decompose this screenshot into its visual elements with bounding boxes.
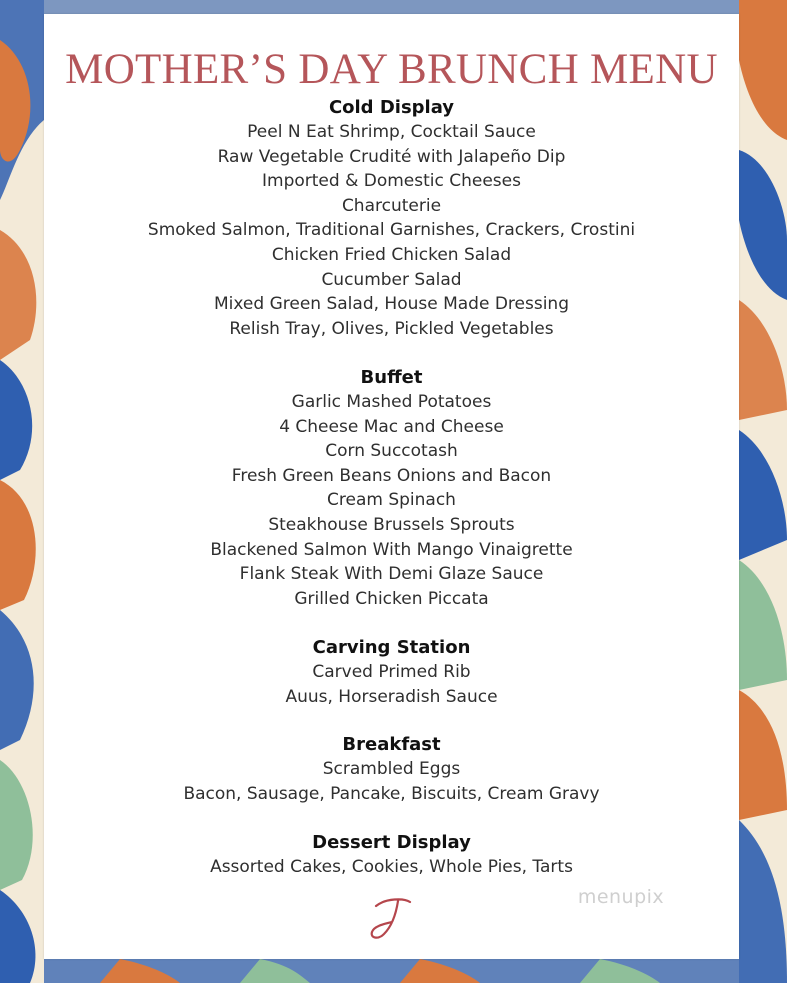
menu-item: Smoked Salmon, Traditional Garnishes, Crackers, Crostini bbox=[147, 220, 636, 241]
restaurant-logo-icon bbox=[362, 892, 422, 942]
menu-item: Assorted Cakes, Cookies, Whole Pies, Tarts bbox=[210, 857, 573, 877]
menu-item: Blackened Salmon With Mango Vinaigrette bbox=[210, 539, 573, 560]
menu-item: Chicken Fried Chicken Salad bbox=[271, 244, 512, 265]
menu-item: Fresh Green Beans Onions and Bacon bbox=[231, 465, 552, 486]
section-heading: Dessert Display bbox=[312, 832, 471, 853]
menu-item: Charcuterie bbox=[341, 195, 442, 216]
menu-item: Auus, Horseradish Sauce bbox=[285, 686, 498, 707]
menu-item: Carved Primed Rib bbox=[312, 662, 471, 682]
section-heading: Buffet bbox=[360, 367, 423, 388]
section-buffet bbox=[44, 365, 739, 611]
menu-title: MOTHER’S DAY BRUNCH MENU bbox=[65, 46, 718, 93]
menu-item: Corn Succotash bbox=[325, 441, 458, 462]
section-cold-display bbox=[44, 95, 739, 341]
menu-item: Raw Vegetable Crudité with Jalapeño Dip bbox=[217, 146, 566, 167]
section-heading: Breakfast bbox=[342, 734, 441, 755]
menu-item: Peel N Eat Shrimp, Cocktail Sauce bbox=[247, 122, 536, 142]
menu-item: Bacon, Sausage, Pancake, Biscuits, Cream Gravy bbox=[183, 783, 600, 804]
watermark: menupix bbox=[577, 886, 665, 908]
menu-item: Scrambled Eggs bbox=[322, 759, 461, 779]
menu-item: Garlic Mashed Potatoes bbox=[291, 392, 492, 412]
menu-item: Steakhouse Brussels Sprouts bbox=[268, 514, 515, 535]
menu-item: 4 Cheese Mac and Cheese bbox=[279, 416, 504, 437]
section-heading: Carving Station bbox=[312, 637, 471, 658]
menu-item: Imported & Domestic Cheeses bbox=[262, 171, 521, 192]
section-breakfast bbox=[44, 732, 739, 806]
menu-item: Cucumber Salad bbox=[321, 269, 462, 290]
section-dessert-display bbox=[44, 830, 739, 880]
menu-item: Cream Spinach bbox=[327, 490, 456, 511]
menu-item: Relish Tray, Olives, Pickled Vegetables bbox=[229, 318, 554, 339]
section-carving-station bbox=[44, 635, 739, 709]
menu-item: Grilled Chicken Piccata bbox=[294, 588, 489, 609]
menu-item: Flank Steak With Demi Glaze Sauce bbox=[239, 564, 544, 585]
menu-card bbox=[44, 14, 739, 959]
section-heading: Cold Display bbox=[328, 97, 455, 118]
menu-item: Mixed Green Salad, House Made Dressing bbox=[214, 294, 569, 315]
